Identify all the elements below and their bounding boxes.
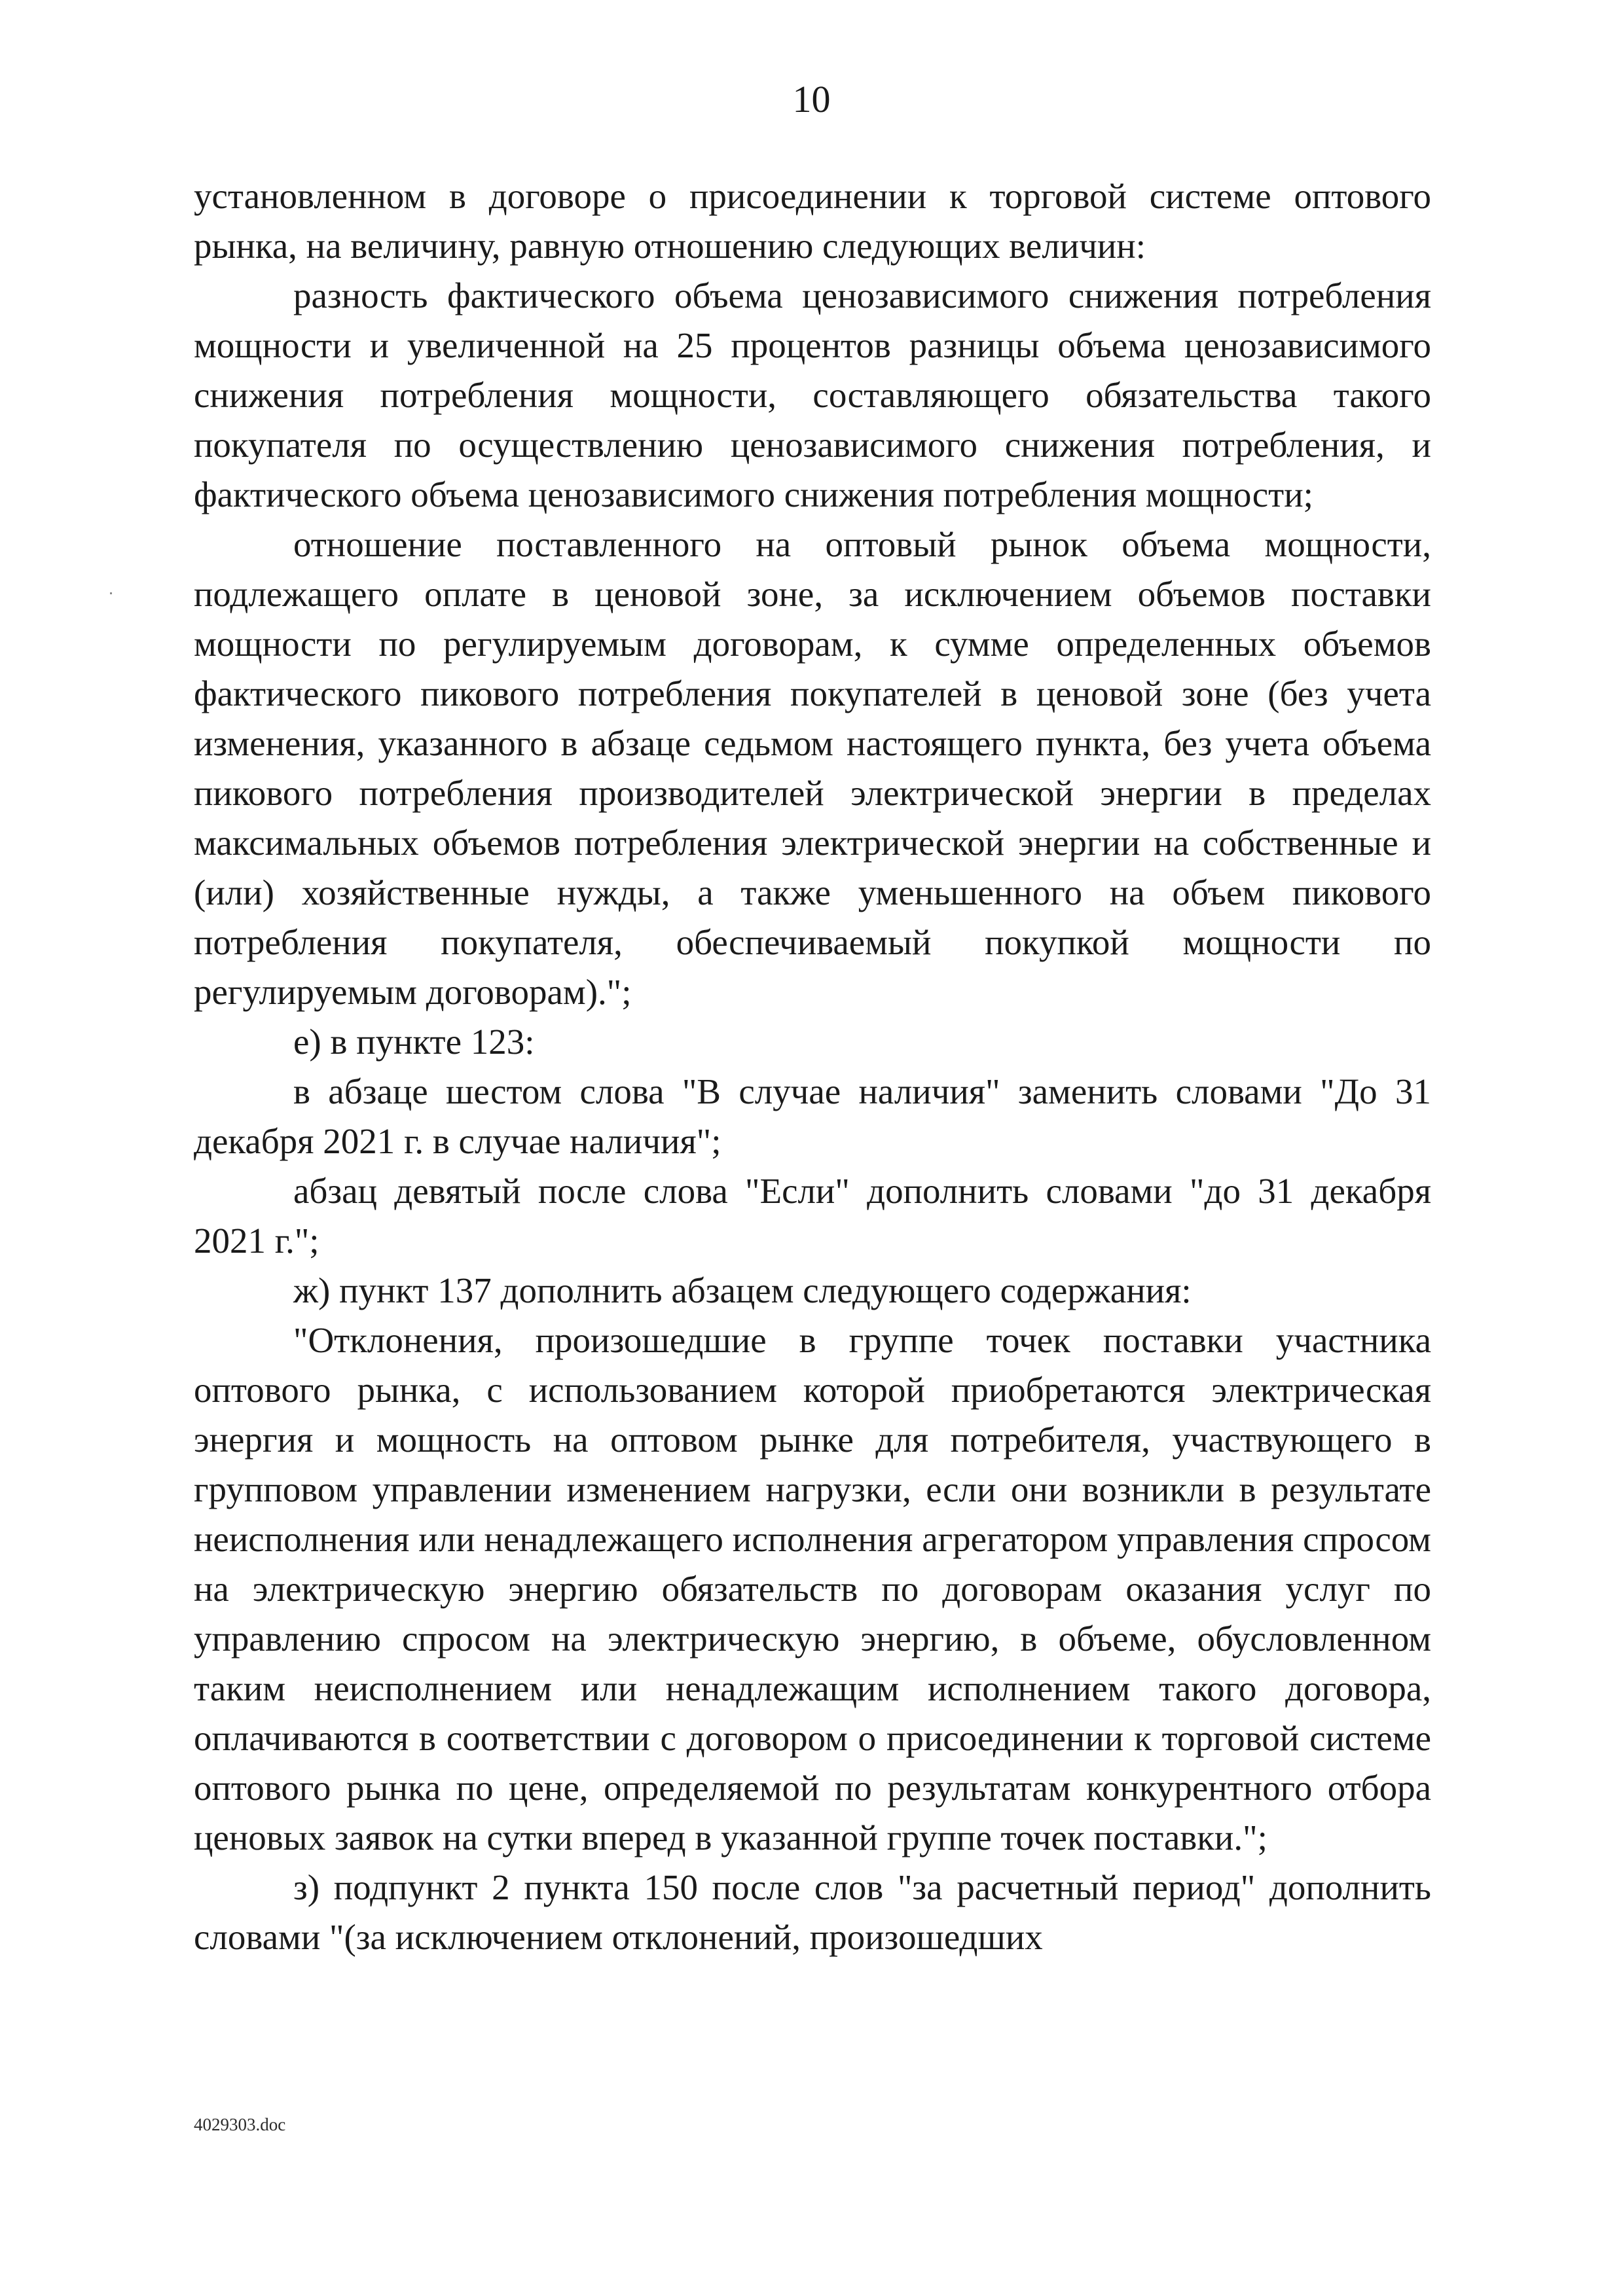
paragraph-item-e-paragraph-6: в абзаце шестом слова "В случае наличия" заменить словами "До 31 декабря 2021 г. в случае наличия"; — [194, 1071, 1431, 1161]
scan-speck — [110, 592, 112, 594]
paragraph-difference: разность фактического объема ценозависимого снижения потребления мощности и увеличенной на 25 процентов разницы объема ценозависимого снижения потребления мощности, составляющего обязательства такого покупателя по осуществлению ценозависимого снижения потребления, и фактического объема ценозависимого снижения потребления мощности; — [194, 276, 1431, 514]
paragraph-item-e-paragraph-9: абзац девятый после слова "Если" дополнить словами "до 31 декабря 2021 г."; — [194, 1171, 1431, 1261]
paragraph-item-e: е) в пункте 123: — [293, 1022, 535, 1062]
paragraph-ratio: отношение поставленного на оптовый рынок объема мощности, подлежащего оплате в ценовой зоне, за исключением объемов поставки мощности по регулируемым договорам, к сумме определенных объемов фактического пикового потребления покупателей в ценовой зоне (без учета изменения, указанного в абзаце седьмом настоящего пункта, без учета объема пикового потребления производителей электрической энергии в пределах максимальных объемов потребления электрической энергии на собственные и (или) хозяйственные нужды, а также уменьшенного на объем пикового потребления покупателя, обеспечиваемый покупкой мощности по регулируемым договорам)."; — [194, 524, 1431, 1012]
page-number: 10 — [792, 78, 831, 120]
paragraph-deviations: "Отклонения, произошедшие в группе точек поставки участника оптового рынка, с использованием которой приобретаются электрическая энергия и мощность на оптовом рынке для потребителя, участвующего в групповом управлении изменением нагрузки, если они возникли в результате неисполнения или ненадлежащего исполнения агрегатором управления спросом на электрическую энергию обязательств по договорам оказания услуг по управлению спросом на электрическую энергию, в объеме, обусловленном таким неисполнением или ненадлежащим исполнением такого договора, оплачиваются в соответствии с договором о присоединении к торговой системе оптового рынка по цене, определяемой по результатам конкурентного отбора ценовых заявок на сутки вперед в указанной группе точек поставки."; — [194, 1320, 1431, 1857]
document-body — [194, 171, 1431, 1962]
paragraph-continuation: установленном в договоре о присоединении к торговой системе оптового рынка, на величину, равную отношению следующих величин: — [194, 176, 1431, 266]
document-file-id: 4029303.doc — [194, 2115, 286, 2134]
paragraph-item-zh: ж) пункт 137 дополнить абзацем следующего содержания: — [293, 1270, 1192, 1310]
paragraph-item-z: з) подпункт 2 пункта 150 после слов "за расчетный период" дополнить словами "(за исключением отклонений, произошедших — [194, 1867, 1431, 1957]
